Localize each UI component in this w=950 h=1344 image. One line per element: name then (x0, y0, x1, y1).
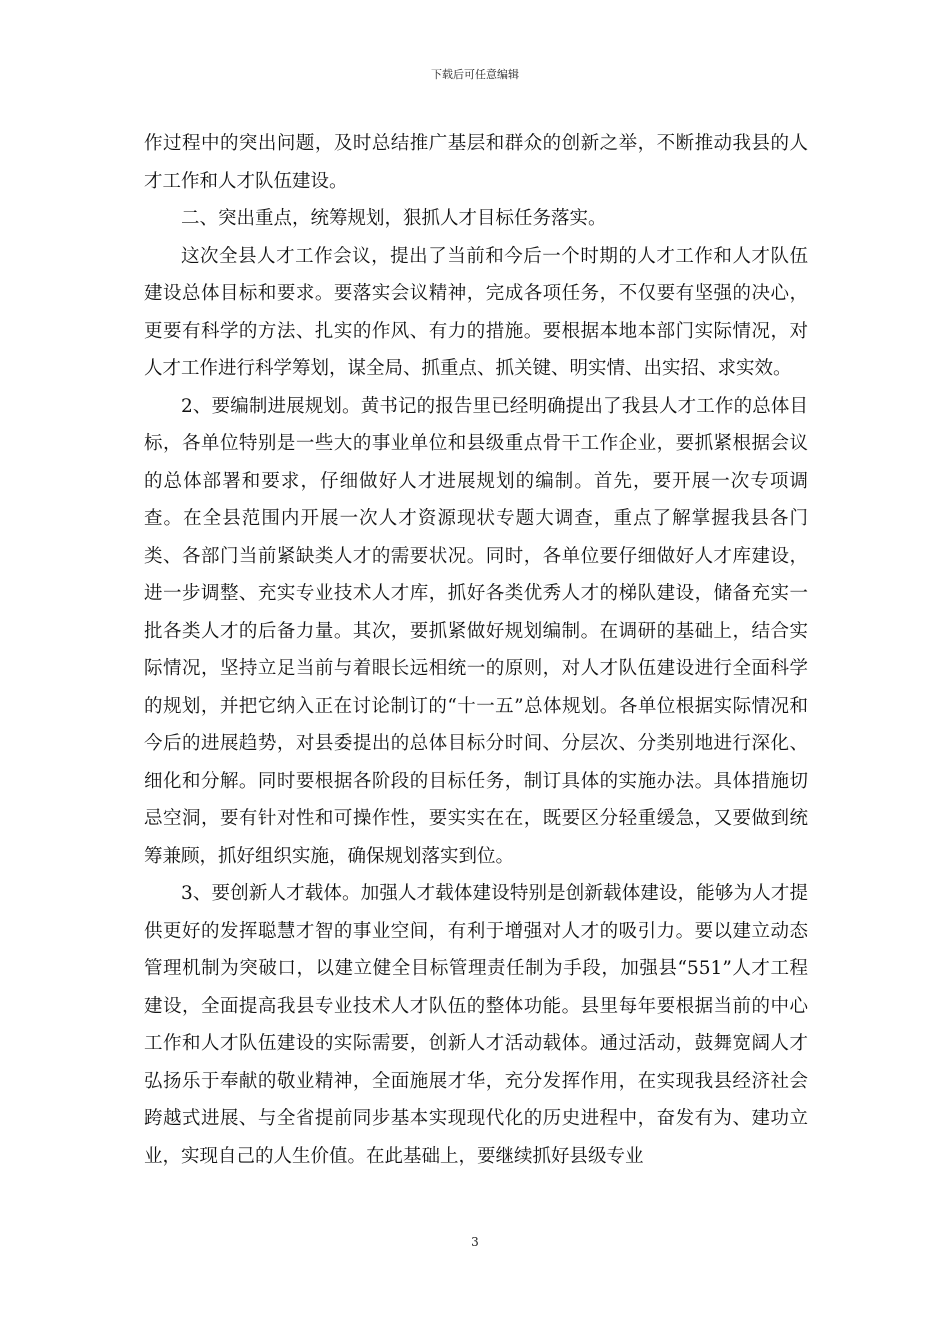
paragraph-5: 3、要创新人才载体。加强人才载体建设特别是创新载体建设，能够为人才提供更好的发挥聪慧才智的事业空间，有利于增强对人才的吸引力。要以建立动态管理机制为突破口，以建立健全目标管理责任制为手段，加强县“551”人才工程建设，全面提高我县专业技术人才队伍的整体功能。县里每年要根据当前的中心工作和人才队伍建设的实际需要，创新人才活动载体。通过活动，鼓舞宽阔人才弘扬乐于奉献的敬业精神，全面施展才华，充分发挥作用，在实现我县经济社会跨越式进展、与全省提前同步基本实现现代化的历史进程中，奋发有为、建功立业，实现自己的人生价值。在此基础上，要继续抓好县级专业 (144, 883, 808, 1167)
page-number: 3 (471, 1235, 479, 1249)
page-header: 下载后可任意编辑 (431, 68, 519, 81)
section-heading-2: 二、突出重点，统筹规划，狠抓人才目标任务落实。 (181, 208, 607, 229)
paragraph-3: 这次全县人才工作会议，提出了当前和今后一个时期的人才工作和人才队伍建设总体目标和要求。要落实会议精神，完成各项任务，不仅要有坚强的决心，更要有科学的方法、扎实的作风、有力的措施。要根据本地本部门实际情况，对人才工作进行科学筹划，谋全局、抓重点、抓关键、明实情、出实招、求实效。 (144, 245, 808, 379)
paragraph-4: 2、要编制进展规划。黄书记的报告里已经明确提出了我县人才工作的总体目标，各单位特别是一些大的事业单位和县级重点骨干工作企业，要抓紧根据会议的总体部署和要求，仔细做好人才进展规划的编制。首先，要开展一次专项调查。在全县范围内开展一次人才资源现状专题大调查，重点了解掌握我县各门类、各部门当前紧缺类人才的需要状况。同时，各单位要仔细做好人才库建设，进一步调整、充实专业技术人才库，抓好各类优秀人才的梯队建设，储备充实一批各类人才的后备力量。其次，要抓紧做好规划编制。在调研的基础上，结合实际情况，坚持立足当前与着眼长远相统一的原则，对人才队伍建设进行全面科学的规划，并把它纳入正在讨论制订的“十一五”总体规划。各单位根据实际情况和今后的进展趋势，对县委提出的总体目标分时间、分层次、分类别地进行深化、细化和分解。同时要根据各阶段的目标任务，制订具体的实施办法。具体措施切忌空洞，要有针对性和可操作性，要实实在在，既要区分轻重缓急，又要做到统筹兼顾，抓好组织实施，确保规划落实到位。 (144, 395, 808, 867)
body-text (144, 125, 808, 1175)
paragraph-1: 作过程中的突出问题，及时总结推广基层和群众的创新之举，不断推动我县的人才工作和人才队伍建设。 (144, 133, 808, 192)
